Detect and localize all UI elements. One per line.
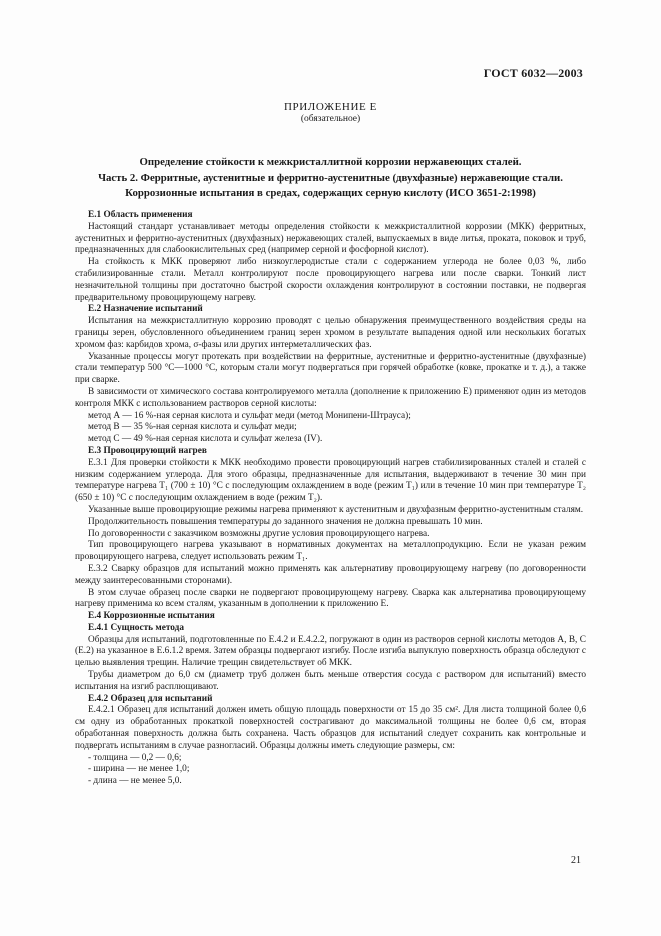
appendix-title: ПРИЛОЖЕНИЕ Е [284, 101, 377, 113]
paragraph: В этом случае образец после сварки не подвергают провоцирующему нагреву. Сварка как альтернатива провоцирующему нагреву применима ко всем сталям, указанным в дополнении к приложению Е. [75, 587, 586, 610]
method-item: метод А — 16 %-ная серная кислота и сульфат меди (метод Монипени-Штрауса); [88, 410, 411, 421]
paragraph: Тип провоцирующего нагрева указывают в нормативных документах на металлопродукцию. Если не указан режим провоцирующего нагрева, следует использовать режим T₁. [75, 540, 586, 563]
paragraph: Е.4.2.1 Образец для испытаний должен иметь общую площадь поверхности от 15 до 35 см². Для листа толщиной более 0,6 см одну из обработанных прокаткой поверхностей сострагивают до максимальной толщины не более 0,6 см, вторая обработанная поверхность должна быть сохранена. Часть образцов для испытаний следует сохранить как контрольные и подвергать испытаниям в случае разногласий. Образцы должны иметь следующие размеры, см: [75, 705, 586, 751]
dimension-item: - ширина — не менее 1,0; [88, 764, 190, 775]
section-heading-e3: Е.3 Провоцирующий нагрев [88, 445, 207, 456]
title-line: Часть 2. Ферритные, аустенитные и ферритно-аустенитные (двухфазные) нержавеющие стали. [98, 171, 563, 184]
paragraph: Е.3.2 Сварку образцов для испытаний можно применять как альтернативу провоцирующему нагреву (по договоренности между заинтересованными сторонами). [75, 563, 586, 586]
paragraph: Настоящий стандарт устанавливает методы определения стойкости к межкристаллитной коррозии (МКК) ферритных, аустенитных и ферритно-аустенитных (двухфазных) нержавеющих сталей, выпускаемых в виде литья, проката, поковок и труб, предназначенных для слабоокислительных сред (например серной и фосфорной кислот). [75, 221, 586, 256]
method-item: метод В — 35 %-ная серная кислота и сульфат меди; [88, 422, 297, 433]
paragraph: В зависимости от химического состава контролируемого металла (дополнение к приложению Е) применяют один из методов контроля МКК с использованием растворов серной кислоты: [75, 386, 586, 409]
paragraph: Образцы для испытаний, подготовленные по Е.4.2 и Е.4.2.2, погружают в один из растворов серной кислоты методов А, В, С (Е.2) на указанное в Е.6.1.2 время. Затем образцы подвергают изгибу. После изгиба выпуклую поверхность образца обследуют с целью выявления трещин. Наличие трещин свидетельствует об МКК. [75, 634, 586, 669]
dimension-item: - толщина — 0,2 — 0,6; [88, 752, 182, 763]
paragraph: Испытания на межкристаллитную коррозию проводят с целью обнаружения преимущественного воздействия среды на границы зерен, обусловленного объединением границ зерен хромом в результате выпадения одной или нескольких богатых хромом фаз: карбидов хрома, σ-фазы или других интерметаллических фаз. [75, 316, 586, 350]
paragraph: Продолжительность повышения температуры до заданного значения не должна превышать 10 мин. [88, 516, 483, 527]
section-heading-e41: Е.4.1 Сущность метода [88, 622, 185, 633]
document-title [74, 155, 587, 202]
document-body [75, 210, 586, 788]
section-heading-e42: Е.4.2 Образец для испытаний [88, 693, 213, 704]
appendix-subtitle: (обязательное) [300, 114, 361, 124]
title-line: Коррозионные испытания в средах, содержащих серную кислоту (ИСО 3651-2:1998) [125, 187, 536, 199]
paragraph: Е.3.1 Для проверки стойкости к МКК необходимо провести провоцирующий нагрев стабилизированных сталей и сталей с низким содержанием углерода. Для этого образцы, предназначенные для испытания, выдерживают в течение 30 мин при температуре нагрева T₁ (700 ± 10) °С с последующим охлаждением в воде (режим T₁) или в течение 10 мин при температуре T₂ (650 ± 10) °С с последующим охлаждением в воде (режим T₂). [75, 457, 586, 504]
paragraph: Указанные выше провоцирующие режимы нагрева применяют к аустенитным и двухфазным ферритно-аустенитным сталям. [88, 504, 584, 515]
section-heading-e2: Е.2 Назначение испытаний [88, 304, 203, 315]
paragraph: Указанные процессы могут протекать при воздействии на ферритные, аустенитные и ферритно-аустенитные (двухфазные) стали температур 500 °С—1000 °С, которым стали могут подвергаться при горячей обработке (ковке, прокатке и т. д.), а также при сварке. [75, 351, 586, 386]
standard-number: ГОСТ 6032—2003 [483, 66, 583, 80]
method-item: метод С — 49 %-ная серная кислота и сульфат железа (IV). [88, 434, 323, 445]
paragraph: Трубы диаметром до 6,0 см (диаметр труб должен быть меньше отверстия сосуда с раствором для испытаний) вместо испытания на изгиб расплющивают. [75, 670, 586, 692]
dimension-item: - длина — не менее 5,0. [88, 776, 182, 787]
page-number: 21 [571, 855, 581, 866]
title-line: Определение стойкости к межкристаллитной коррозии нержавеющих сталей. [139, 156, 522, 168]
paragraph: На стойкость к МКК проверяют либо низкоуглеродистые стали с содержанием углерода не более 0,03 %, либо стабилизированные стали. Металл контролируют после провоцирующего нагрева или после сварки. Тонкий лист незначительной толщины при достаточно быстрой скорости охлаждения контролируют в состоянии поставки, не подвергая предварительному провоцирующему нагреву. [75, 257, 586, 303]
section-heading-e1: Е.1 Область применения [88, 210, 193, 220]
paragraph: По договоренности с заказчиком возможны другие условия провоцирующего нагрева. [88, 528, 430, 539]
section-heading-e4: Е.4 Коррозионные испытания [88, 611, 215, 622]
